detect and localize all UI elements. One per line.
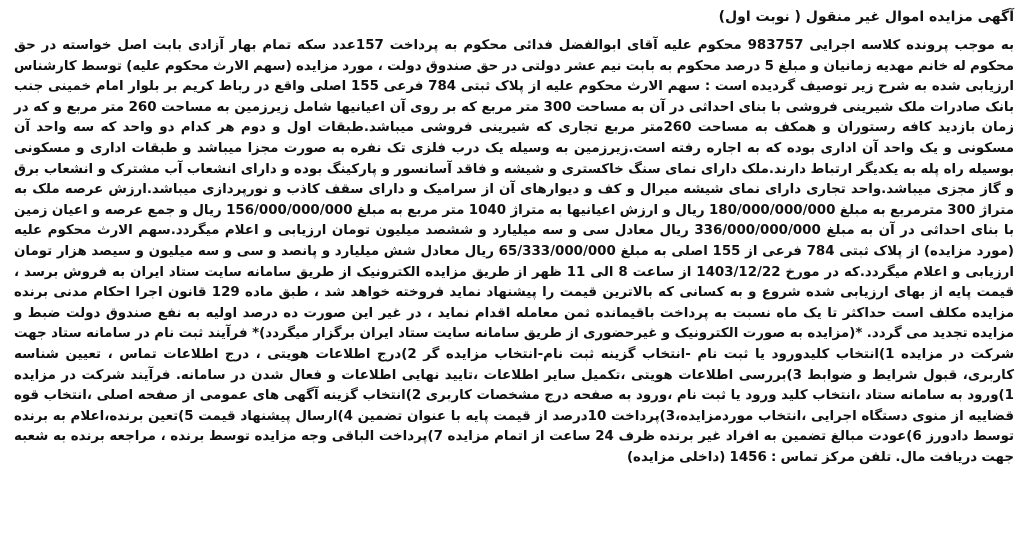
notice-title: آگهی مزایده اموال غیر منقول ( نوبت اول) <box>718 9 1014 25</box>
auction-notice <box>14 4 1014 468</box>
notice-body: به موجب پرونده کلاسه اجرایی 983757 محکوم علیه آقای ابوالفضل فدائی محکوم به پرداخت 157عدد سکه تمام بهار آزادی بابت اصل خواسته در حق محکوم له خانم مهدیه زمانیان و مبلغ 5 درصد محکوم به بابت نیم عشر دولتی در حق صندوق دولت ، مورد مزایده (سهم الارث محکوم علیه) توسط کارشناس ارزیابی شده به شرح زیر توصیف گردیده است : سهم الارث محکوم علیه از پلاک ثبتی 784 فرعی 155 اصلی واقع در رباط کریم بر بلوار امام خمینی جنب بانک صادرات ملک شیرینی فروشی با بنای احداثی در آن به مساحت 300 متر مربع که بر روی آن اعیانیها شامل زیرزمین به مساحت 260 متر مربع و که در زمان بازدید کافه رستوران و همکف به مساحت 260متر مربع تجاری که شیرینی فروشی میباشد.طبقات اول و دوم هر کدام دو واحد که سه واحد آن مسکونی و یک واحد آن اداری بوده که به اجاره رفته است.زیرزمین به وسیله یک درب فلزی تک نفره به صورت مجزا میباشد و طبقات اداری و مسکونی بوسیله راه پله به یکدیگر ارتباط دارند.ملک دارای نمای سنگ خاکستری و شیشه و فاقد آسانسور و پارکینگ بوده و دارای انشعاب آب مشترک و انشعاب برق و گاز مجزی میباشد.واحد تجاری دارای نمای شیشه میرال و کف و دیوارهای آن از سرامیک و دارای سقف کاذب و نورپردازی میباشد.ارزش عرصه ملک به متراژ 300 مترمربع به مبلغ 180/000/000/000 ریال و ارزش اعیانیها به متراژ 1040 متر مربع به مبلغ 156/000/000/000 ریال و جمع عرصه و اعیان زمین با بنای احداثی در آن به مبلغ 336/000/000/000 ریال معادل سی و سه میلیارد و ششصد میلیون تومان ارزیابی و اعلام میگردد.سهم الارث محکوم علیه (مورد مزایده) از پلاک ثبتی 784 فرعی از 155 اصلی به مبلغ 65/333/000/000 ریال معادل شش میلیارد و پانصد و سی و سه میلیون و سیصد هزار تومان ارزیابی و اعلام میگردد.که در مورخ 1403/12/22 از ساعت 8 الی 11 ظهر از طریق مزایده الکترونیک از طریق سامانه سایت ستاد ایران به فروش برسد ، قیمت پایه از بهای ارزیابی شده شروع و به کسانی که بالاترین قیمت را پیشنهاد نماید فروخته خواهد شد ، طبق ماده 129 قانون اجرا احکام مدنی برنده مزایده مکلف است حداکثر تا یک ماه نسبت به پرداخت باقیمانده ثمن معامله اقدام نماید ، در غیر این صورت ده درصد اولیه به نفع صندوق دولت ضبط و مزایده تجدید می گردد. *(مزایده به صورت الکترونیک و غیرحضوری از طریق سامانه سایت ستاد ایران برگزار میگردد)* فرآیند ثبت نام در سامانه ستاد جهت شرکت در مزایده 1)انتخاب کلیدورود یا ثبت نام -انتخاب گزینه ثبت نام-انتخاب مزایده گر 2)درج اطلاعات هویتی ، درج اطلاعات تماس ، تعیین شناسه کاربری، قبول شرایط و ضوابط 3)بررسی اطلاعات هویتی ،تکمیل سایر اطلاعات ،تایید نهایی اطلاعات و فعال شدن در سامانه. فرآیند شرکت در مزایده 1)ورود به سامانه ستاد ،انتخاب کلید ورود یا ثبت نام ،ورود به صفحه درج مشخصات کاربری 2)انتخاب گزینه آگهی های عمومی از صفحه اصلی ،انتخاب قوه قضاییه از منوی دستگاه اجرایی ،انتخاب موردمزایده،3)پرداخت 10درصد از قیمت پایه با عنوان تضمین 4)ارسال پیشنهاد قیمت 5)تعین برنده،اعلام به برنده توسط دادورز 6)عودت مبالغ تضمین به افراد غیر برنده ظرف 24 ساعت از اتمام مزایده 7)پرداخت الباقی وجه مزایده توسط برنده ، مراجعه برنده به شعبه جهت دریافت مال. تلفن مرکز تماس : 1456 (داخلی مزایده) <box>14 38 1015 465</box>
